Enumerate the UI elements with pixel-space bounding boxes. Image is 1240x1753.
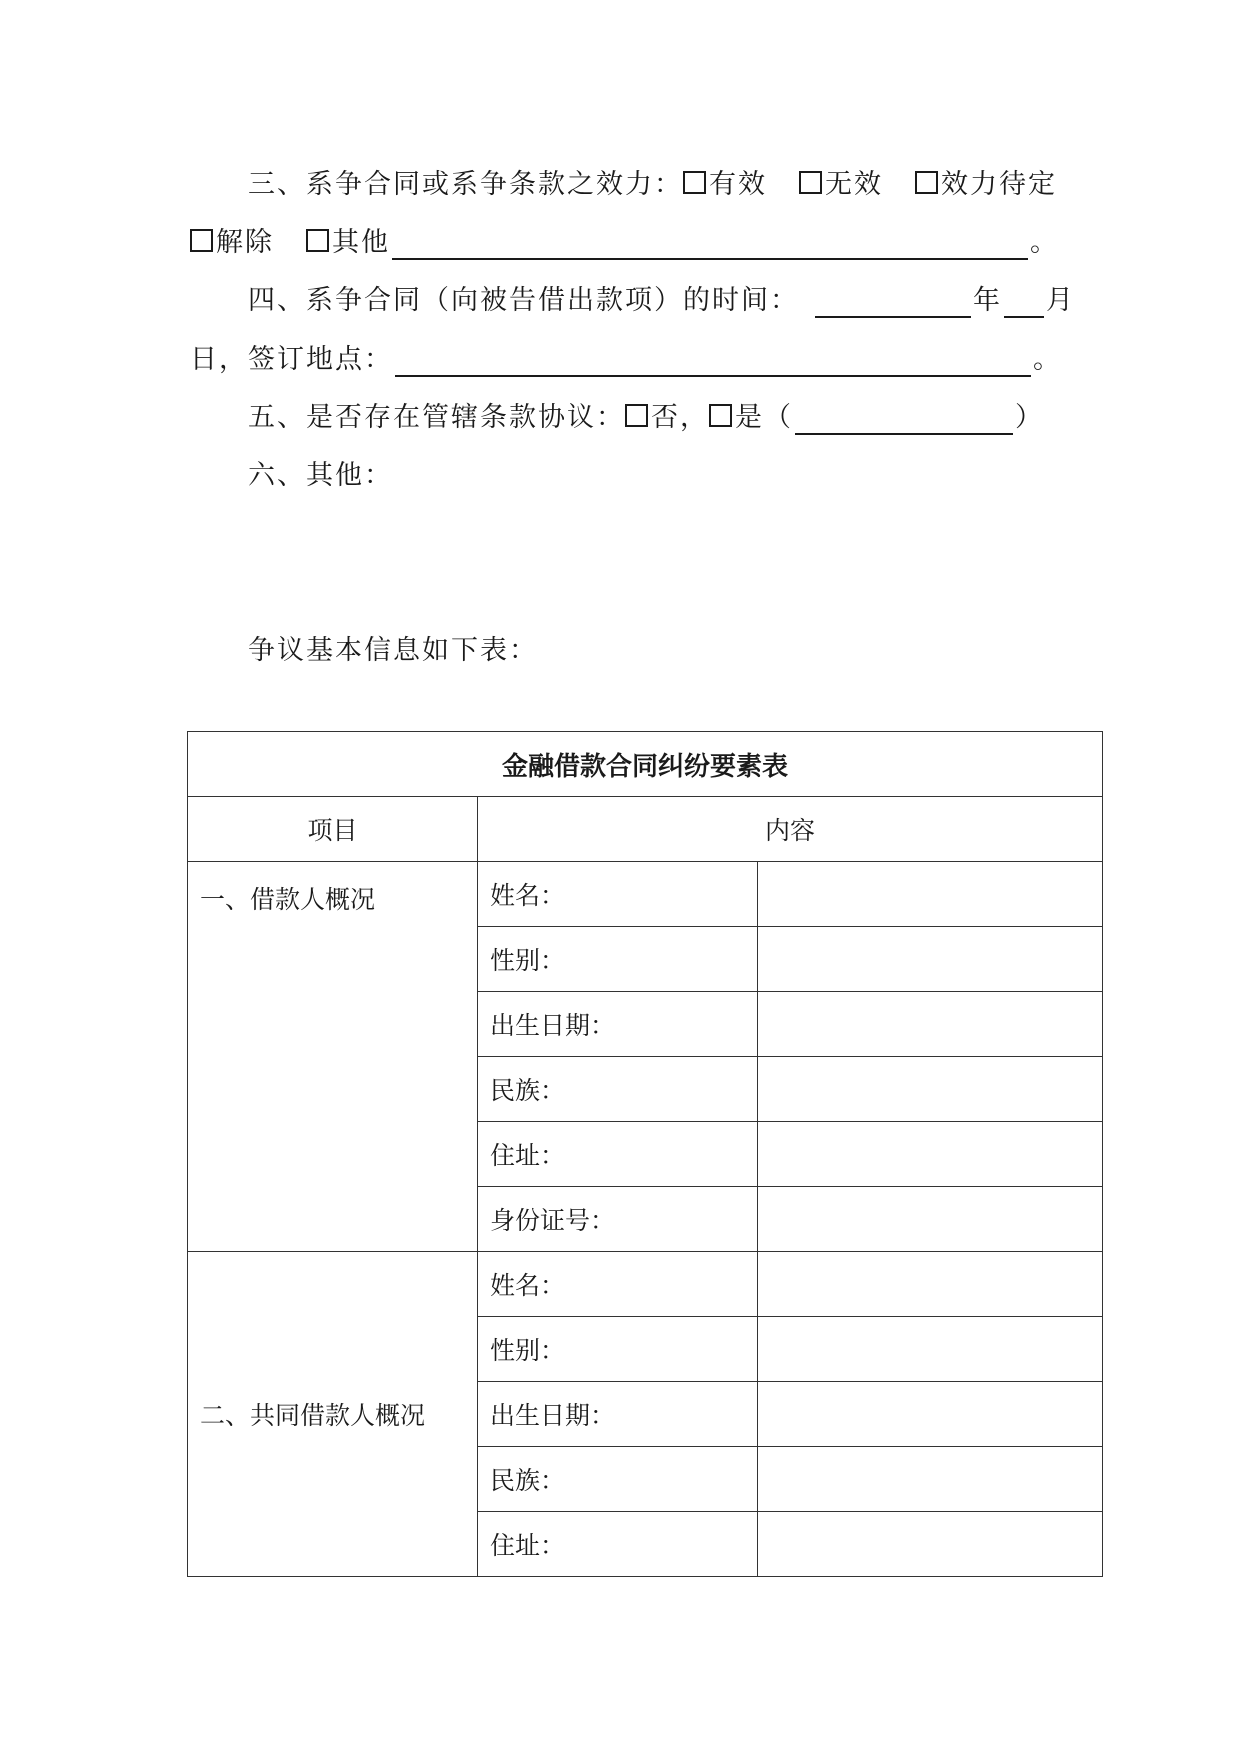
field-label: 民族： (478, 1057, 758, 1122)
table-header-row (188, 797, 1103, 862)
table-intro (248, 634, 538, 668)
header-item: 项目 (188, 797, 478, 862)
checkbox-valid[interactable] (683, 171, 706, 194)
clause-3-text: 三、系争合同或系争条款之效力： (248, 169, 683, 200)
field-value[interactable] (758, 862, 1103, 927)
jurisdiction-blank[interactable] (795, 407, 1013, 435)
clause-3-line-2 (190, 226, 1059, 260)
field-label: 出生日期： (478, 992, 758, 1057)
option-invalid-label: 无效 (825, 169, 883, 200)
clause-5-text: 五、是否存在管辖条款协议： (248, 402, 625, 433)
clause-5-line (248, 401, 1044, 435)
other-blank[interactable] (392, 232, 1028, 260)
clause-4-line-1 (248, 284, 1075, 318)
field-value[interactable] (758, 1447, 1103, 1512)
table-title-row (188, 732, 1103, 797)
checkbox-pending[interactable] (915, 171, 938, 194)
field-label: 住址： (478, 1122, 758, 1187)
field-label: 姓名： (478, 1252, 758, 1317)
clause-4-text: 四、系争合同（向被告借出款项）的时间： (248, 285, 799, 316)
elements-table (187, 731, 1103, 1577)
field-label: 性别： (478, 1317, 758, 1382)
table-title: 金融借款合同纠纷要素表 (188, 732, 1103, 797)
option-other-label: 其他 (332, 227, 390, 258)
date-year-blank[interactable] (815, 290, 971, 318)
period: 。 (1030, 227, 1059, 258)
option-valid-label: 有效 (709, 169, 767, 200)
field-label: 出生日期： (478, 1382, 758, 1447)
option-yes-label: 是（ (735, 402, 793, 433)
clause-4-text-2: 日，签订地点： (190, 344, 393, 375)
field-label: 性别： (478, 927, 758, 992)
period: 。 (1033, 344, 1062, 375)
table-intro-text: 争议基本信息如下表： (248, 635, 538, 666)
field-value[interactable] (758, 992, 1103, 1057)
field-value[interactable] (758, 1382, 1103, 1447)
field-value[interactable] (758, 1512, 1103, 1577)
checkbox-other[interactable] (306, 229, 329, 252)
field-label: 姓名： (478, 862, 758, 927)
month-label: 月 (1046, 285, 1075, 316)
checkbox-yes[interactable] (709, 404, 732, 427)
clause-3-line-1 (248, 168, 1057, 202)
field-label: 民族： (478, 1447, 758, 1512)
field-label: 身份证号： (478, 1187, 758, 1252)
field-value[interactable] (758, 1122, 1103, 1187)
clause-6-line (248, 459, 393, 493)
close-paren: ） (1015, 402, 1044, 433)
checkbox-rescind[interactable] (190, 229, 213, 252)
checkbox-no[interactable] (625, 404, 648, 427)
section-label-borrower: 一、借款人概况 (188, 862, 478, 1252)
option-rescind-label: 解除 (216, 227, 274, 258)
field-value[interactable] (758, 1057, 1103, 1122)
clause-4-line-2 (190, 343, 1062, 377)
clause-6-text: 六、其他： (248, 460, 393, 491)
signing-place-blank[interactable] (395, 349, 1031, 377)
date-month-blank[interactable] (1004, 290, 1044, 318)
section-label-co-borrower: 二、共同借款人概况 (188, 1252, 478, 1577)
field-value[interactable] (758, 1317, 1103, 1382)
header-content: 内容 (478, 797, 1103, 862)
table-row (188, 862, 1103, 927)
table-row (188, 1252, 1103, 1317)
field-label: 住址： (478, 1512, 758, 1577)
field-value[interactable] (758, 1252, 1103, 1317)
field-value[interactable] (758, 927, 1103, 992)
field-value[interactable] (758, 1187, 1103, 1252)
checkbox-invalid[interactable] (799, 171, 822, 194)
option-no-label: 否， (651, 402, 709, 433)
option-pending-label: 效力待定 (941, 169, 1057, 200)
year-label: 年 (973, 285, 1002, 316)
